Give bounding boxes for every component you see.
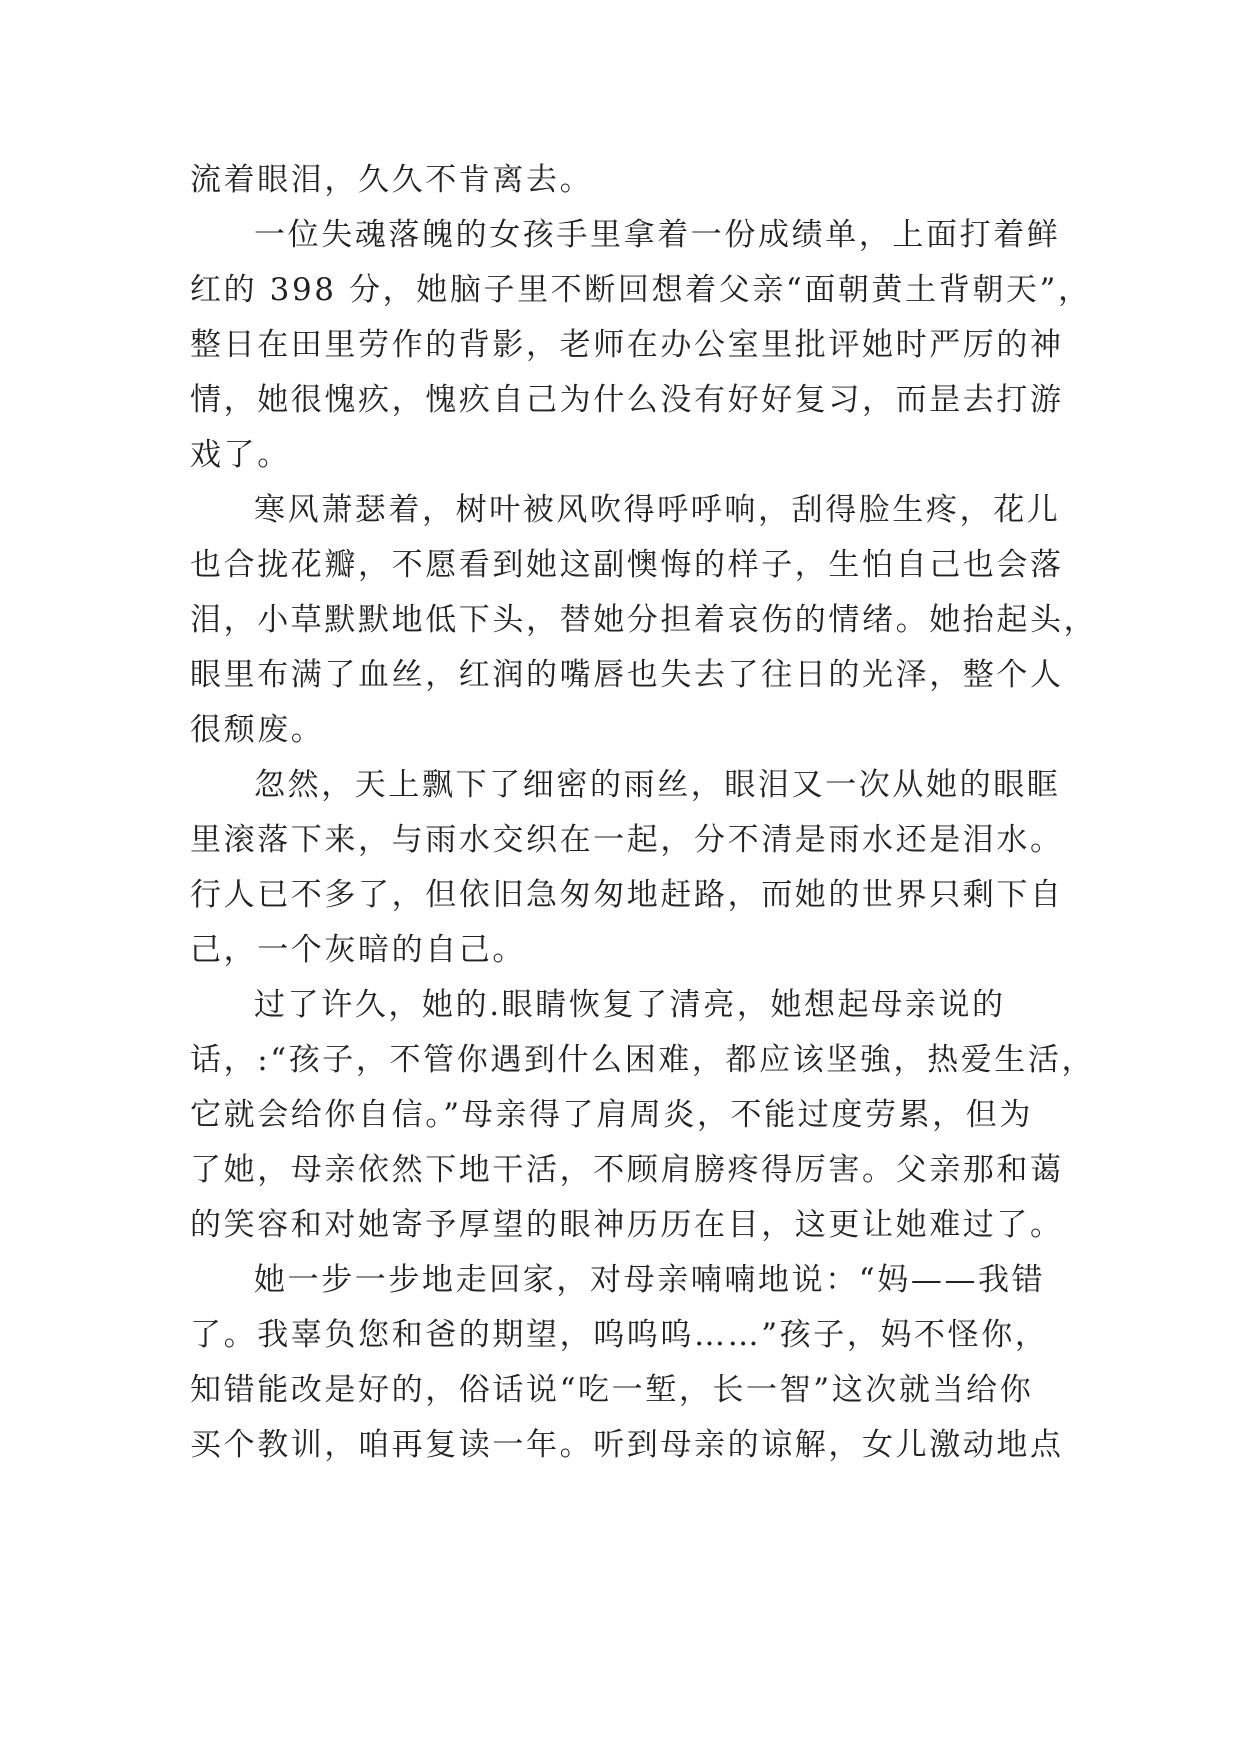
- text-line: 情，她很愧疚，愧疚自己为什么没有好好复习，而昰去打游: [190, 382, 1064, 418]
- text-line: 了她，母亲依然下地干活，不顾肩膀疼得厉害。父亲那和蔼: [190, 1152, 1064, 1188]
- text-line: 整日在田里劳作的背影，老师在办公室里批评她时严厉的神: [190, 327, 1064, 363]
- text-line: 泪，小草默默地低下头，替她分担着哀伤的情绪。她抬起头，: [190, 602, 1098, 638]
- text-line: 话，:“孩子，不管你遇到什么困难，都应该坚強，热爱生活，: [190, 1042, 1096, 1078]
- text-line: 红的 398 分，她脑子里不断回想着父亲“面朝黄土背朝天”，: [190, 272, 1092, 308]
- paragraph-first-line: 过了许久，她的.眼睛恢复了清亮，她想起母亲说的: [254, 987, 1006, 1023]
- text-line: 流着眼泪，久久不肯离去。: [190, 162, 594, 198]
- paragraph-first-line: 一位失魂落魄的女孩手里拿着一份成绩单，上面打着鲜: [254, 217, 1061, 253]
- paragraph-first-line: 寒风萧瑟着，树叶被风吹得呼呼响，刮得脸生疼，花儿: [254, 492, 1061, 528]
- paragraph-first-line: 她一步一步地走回家，对母亲喃喃地说：“妈——我错: [254, 1262, 1046, 1298]
- text-line: 很颓废。: [190, 712, 325, 748]
- text-line: 眼里布满了血丝，红润的嘴唇也失去了往日的光泽，整个人: [190, 657, 1064, 693]
- text-line: 的笑容和对她寄予厚望的眼神历历在目，这更让她难过了。: [190, 1207, 1064, 1243]
- text-line: 也合拢花瓣，不愿看到她这副懊悔的样子，生怕自己也会落: [190, 547, 1064, 583]
- text-line: 知错能改是好的，俗话说“吃一堑，长一智”这次就当给你: [190, 1372, 1034, 1408]
- text-line: 买个教训，咱再复读一年。听到母亲的谅解，女儿激动地点: [190, 1427, 1064, 1463]
- text-line: 行人已不多了，但依旧急匆匆地赶路，而她的世界只剩下自: [190, 877, 1064, 913]
- text-line: 里滚落下来，与雨水交织在一起，分不清是雨水还是泪水。: [190, 822, 1064, 858]
- paragraph-first-line: 忽然，天上飘下了细密的雨丝，眼泪又一次从她的眼眶: [254, 767, 1061, 803]
- text-line: 戏了。: [190, 437, 291, 473]
- text-line: 己，一个灰暗的自己。: [190, 932, 526, 968]
- text-line: 它就会给你自信。”母亲得了肩周炎，不能过度劳累，但为: [190, 1097, 1033, 1133]
- text-line: 了。我辜负您和爸的期望，呜呜呜……”孩子，妈不怪你，: [190, 1317, 1049, 1353]
